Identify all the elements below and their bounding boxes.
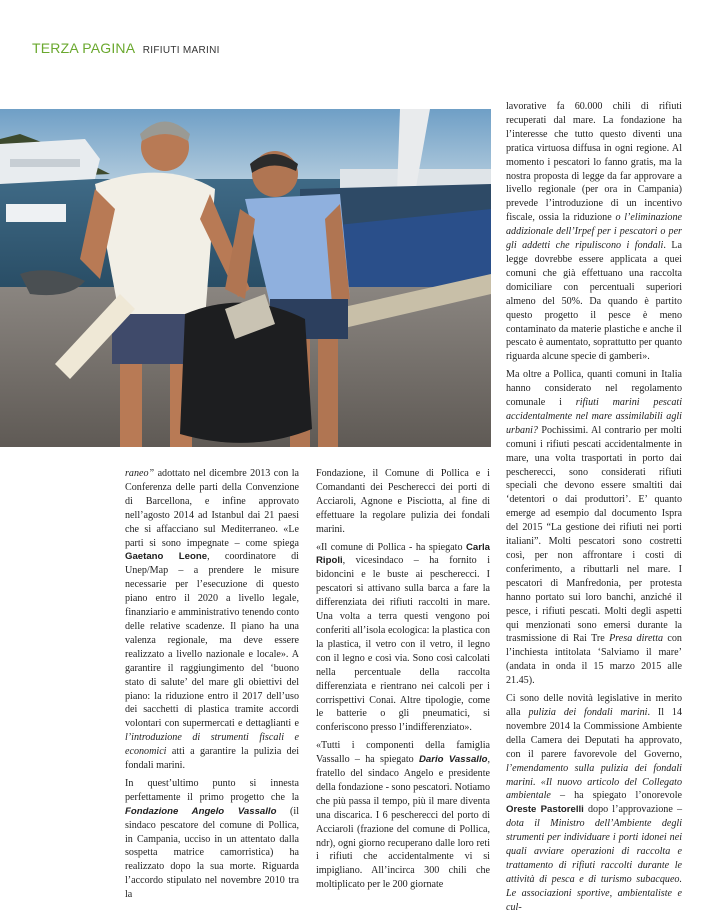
text-run: «Tutti i componenti della famiglia Vassallo – ha spiegato — [316, 740, 490, 766]
text-run: Fondazione Angelo Vassallo — [125, 805, 277, 817]
text-run: . Il 14 novembre 2014 la Commissione Ambiente della Camera dei Deputati ha approvato, con il parere favorevole del Governo, — [506, 706, 682, 760]
text-run: Oreste Pastorelli — [506, 804, 584, 816]
text-run: (il sindaco pescatore del comune di Pollica, in Campania, ucciso in un attentato dalla sospetta matrice camorristica) ha realizzato dopo la sua morte. Riguarda l’accordo stipulato nel novembre 2010 tra la — [125, 805, 299, 901]
text-run: dota il Ministro dell’Ambiente degli strumenti per individuare i porti idonei nei quali avviare operazioni di raccolta e trattamento di rifiuti raccolti durante le attività di pesca e di turismo subacqueo. Le associazioni sportive, ambientaliste e cul- — [506, 818, 682, 913]
text-run: . La legge dovrebbe essere applicata a quei comuni che già effettuano una raccolta domiciliare con percentuali superiori almeno del 50%. Da quando è partito questo progetto il pesce è meno contaminato da materie plastiche e anche il pescato è aumentato, soprattutto per quanto riguarda alcune specie di gamberi». — [506, 240, 682, 363]
text-column-1 — [125, 467, 299, 901]
harbor-photo — [0, 109, 491, 447]
text-run: l’emendamento sulla pulizia dei fondali marini — [506, 762, 682, 788]
text-run: l’introduzione di strumenti fiscali e economici — [125, 732, 299, 758]
article-paragraph — [316, 541, 490, 736]
article-paragraph — [506, 368, 682, 688]
text-run: Ma oltre a Pollica, quanti comuni in Italia hanno considerato nel regolamento comunale i — [506, 369, 682, 409]
text-run: Gaetano Leone — [125, 551, 208, 563]
text-run: , fratello del sindaco Angelo e presidente della fondazione - sono pescatori. Notiamo che più passa il tempo, più il mare diventa una discarica. I 6 pescherecci del porto di Acciaroli (frazione del comune di Pollica, ndr), ogni giorno recuperano dalle loro reti i rifiuti che accidentalmente vi si impigliano. All’incirca 300 chili che moltiplicato per le 200 giornate — [316, 754, 490, 891]
page-header — [32, 40, 220, 58]
article-paragraph — [316, 467, 490, 537]
text-run: atti a garantire la pulizia dei fondali marini. — [125, 746, 299, 772]
text-run: dopo l’approvazione – — [583, 804, 682, 816]
section-title: TERZA PAGINA — [32, 40, 136, 56]
text-run: – ha spiegato l’onorevole — [550, 790, 682, 802]
text-run: Carla Ripoli — [316, 541, 490, 567]
text-run: , vicesindaco – ha fornito i bidoncini e le buste ai pescherecci. I pescatori si attivano sulla barca a fare la differenziata dei rifiuti raccolti in mare. Una volta a terra questi vengono poi conferiti all’isola ecologica: la plastica con la plastica, il vetro con il vetro, il legno con il legno e così via. Sono così calcolati nella percentuale della raccolta differenziata e rientrano nei calcoli per i corrispettivi Conai. Altre tipologie, come le batterie o gli pneumatici, si conferiscono presso l’indifferenziato». — [316, 555, 490, 734]
text-column-2 — [316, 467, 490, 891]
text-run: pulizia dei fondali marini — [528, 706, 648, 718]
article-paragraph — [506, 692, 682, 915]
text-run: lavorative fa 60.000 chili di rifiuti recuperati dal mare. La fondazione ha l’interesse che tutto questo diventi una pratica virtuosa diffusa in ogni regione. Al momento i pescatori lo fanno gratis, ma la nostra proposta di legge da far approvare a livello regionale (per ora in Campania) prevede l’introduzione di un incentivo fiscale, ossia la riduzione — [506, 101, 682, 224]
text-run: Pochissimi. Al contrario per molti comuni i rifiuti pescati accidentalmente in mare, una volta trasportati in porto dai pescherecci, sono considerati rifiuti speciali che devono essere smaltiti dai ‘detentori o dai produttori’. E’ quanto emerge ad esempio dal documento Ispra del 2015 “La gestione dei rifiuti nei porti italiani”. Molti pescatori sono costretti così, per non affrontare i costi di conferimento, a ributtarli nel mare. I pescatori di Manfredonia, per protesta hanno portato sui loro banchi, anziché il pesce, i rifiuti pescati. Molti degli aspetti qui menzionati sono emersi durante la trasmissione di Rai Tre — [506, 424, 682, 645]
text-run: Ci sono delle novità legislative in merito alla — [506, 693, 682, 718]
text-run: adottato nel dicembre 2013 con la Conferenza delle parti della Convenzione di Barcellona, e infine approvato nell’agosto 2014 ad Istanbul dai 21 paesi che si affacciano sul Mediterraneo. «Le parti si sono impegnate – come spiega — [125, 468, 299, 549]
text-run: In quest’ultimo punto si innesta perfettamente il primo progetto che la — [125, 777, 299, 803]
harbor-photo-icon — [0, 109, 491, 447]
text-run: «Il comune di Pollica - ha spiegato — [316, 541, 466, 553]
article-paragraph — [125, 467, 299, 773]
text-run: raneo” — [125, 468, 155, 479]
text-run: con l’inchiesta intitolata ‘Salviamo il mare’ (andata in onda il 15 marzo 2015 alle 21.45). — [506, 633, 682, 687]
section-subtitle: RIFIUTI MARINI — [142, 45, 220, 56]
article-paragraph — [316, 739, 490, 892]
text-run: Dario Vassallo — [418, 754, 488, 766]
text-run: rifiuti marini pescati accidentalmente nel mare assimilabili agli urbani? — [506, 397, 682, 436]
text-run: Fondazione, il Comune di Pollica e i Comandanti dei Pescherecci dei porti di Acciaroli, Agnone e Pisciotta, al fine di effettuare la regolare pulizia dei fondali marini. — [316, 468, 490, 535]
text-run: . — [532, 776, 541, 788]
text-column-3 — [506, 100, 682, 913]
text-run: o l’eliminazione addizionale dell’Irpef per i pescatori o per gli addetti che ripuliscono i fondali — [506, 212, 682, 252]
article-paragraph — [506, 100, 682, 364]
text-run: «Il nuovo articolo del Collegato ambientale — [506, 776, 682, 802]
text-run: Presa diretta — [609, 633, 664, 645]
text-run: , coordinatore di Unep/Map – a prendere le misure necessarie per l’esecuzione di questo piano entro il 2020 a livello legale, finanziario e amministrativo tenendo conto delle relative scadenze. Il piano ha una valenza regionale, ma deve essere realizzato a livello nazionale e locale». A garantire il raggiungimento del ‘buono stato di salute’ del mare gli obiettivi del piano: la riduzione entro il 2017 dell’uso dei sacchetti di plastica tramite accordi volontari con supermercati e dettaglianti e — [125, 551, 299, 730]
article-paragraph — [125, 777, 299, 902]
